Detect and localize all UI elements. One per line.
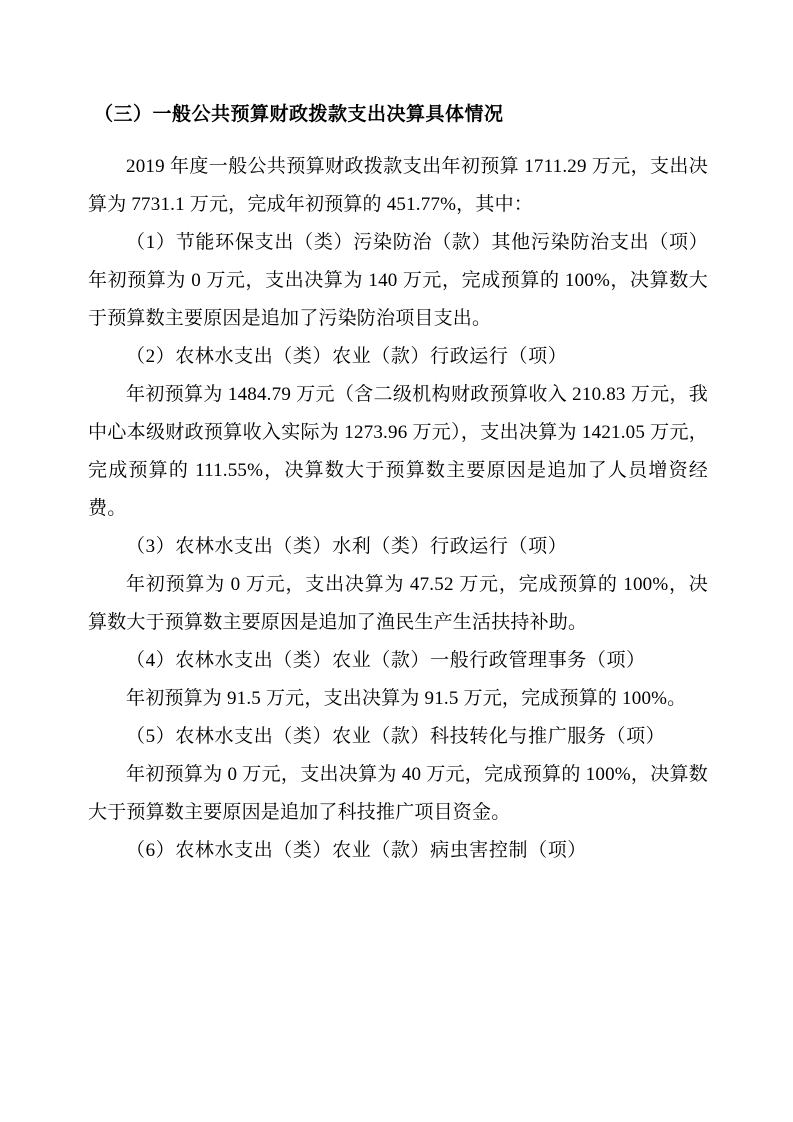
paragraph-item-5-title: （5）农林水支出（类）农业（款）科技转化与推广服务（项） (126, 726, 666, 747)
paragraph-item-2-body: 年初预算为 1484.79 万元（含二级机构财政预算收入 210.83 万元，我中心本级财政预算收入实际为 1273.96 万元），支出决算为 1421.05 万元，完成预算的 111.55%，决算数大于预算数主要原因是追加了人员增资经费。 (88, 384, 708, 519)
paragraph-item-3-title: （3）农林水支出（类）水利（类）行政运行（项） (126, 536, 568, 557)
paragraph-item-4-body: 年初预算为 91.5 万元，支出决算为 91.5 万元，完成预算的 100%。 (126, 688, 687, 709)
paragraph-item-4-title: （4）农林水支出（类）农业（款）一般行政管理事务（项） (126, 650, 646, 671)
section-heading: （三）一般公共预算财政拨款支出决算具体情况 (94, 104, 504, 125)
paragraph-item-5-body: 年初预算为 0 万元，支出决算为 40 万元，完成预算的 100%，决算数大于预算数主要原因是追加了科技推广项目资金。 (88, 764, 708, 823)
paragraph-item-2-title: （2）农林水支出（类）农业（款）行政运行（项） (126, 346, 568, 367)
document-body (88, 100, 708, 870)
paragraph-item-1: （1）节能环保支出（类）污染防治（款）其他污染防治支出（项）年初预算为 0 万元，支出决算为 140 万元，完成预算的 100%，决算数大于预算数主要原因是追加了污染防治项目支出。 (88, 232, 708, 329)
paragraph-item-3-body: 年初预算为 0 万元，支出决算为 47.52 万元，完成预算的 100%，决算数大于预算数主要原因是追加了渔民生产生活扶持补助。 (88, 574, 708, 633)
paragraph-summary: 2019 年度一般公共预算财政拨款支出年初预算 1711.29 万元，支出决算为 7731.1 万元，完成年初预算的 451.77%，其中： (88, 156, 708, 215)
paragraph-item-6-title: （6）农林水支出（类）农业（款）病虫害控制（项） (126, 840, 587, 861)
